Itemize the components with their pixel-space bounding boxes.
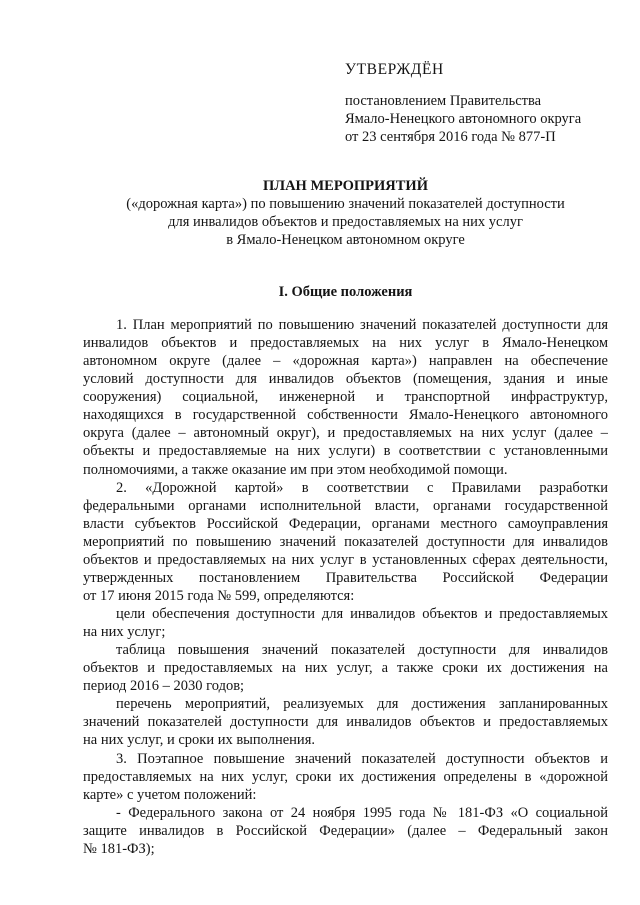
paragraph-line: полномочиями, а также оказание им при этом необходимой помощи. — [83, 461, 508, 478]
paragraph-1 — [83, 316, 608, 479]
paragraph-line: 3. Поэтапное повышение значений показателей доступности объектов и — [116, 750, 608, 767]
paragraph-line: предоставляемых на них услуг, сроки их достижения определены в «дорожной — [83, 768, 608, 785]
paragraph-line: период 2016 – 2030 годов; — [83, 678, 245, 695]
approval-block — [345, 61, 630, 146]
paragraph-2 — [83, 479, 608, 605]
paragraph-line: на них услуг; — [83, 624, 166, 641]
list-item-federal-law — [83, 804, 608, 858]
document-subtitle-line: для инвалидов объектов и предоставляемых на них услуг — [168, 214, 523, 230]
paragraph-line: 2. «Дорожной картой» в соответствии с Правилами разработки — [116, 479, 608, 496]
paragraph-line: условий доступности для инвалидов объектов (помещения, здания и иные — [83, 371, 608, 388]
approval-line: от 23 сентября 2016 года № 877-П — [345, 129, 556, 145]
paragraph-line: защите инвалидов в Российской Федерации» (далее – Федеральный закон — [83, 822, 608, 839]
paragraph-line: таблица повышения значений показателей доступности для инвалидов — [116, 642, 608, 659]
paragraph-line: перечень мероприятий, реализуемых для достижения запланированных — [116, 696, 608, 713]
paragraph-line: цели обеспечения доступности для инвалидов объектов и предоставляемых — [116, 606, 608, 622]
paragraph-line: объектов и предоставляемых на них услуг в установленных сферах деятельности, — [83, 551, 608, 568]
section-heading: I. Общие положения — [278, 284, 413, 300]
paragraph-line: мероприятий по повышению значений показателей доступности для инвалидов — [83, 533, 608, 550]
paragraph-line: - Федерального закона от 24 ноября 1995 года № 181-ФЗ «О социальной — [116, 804, 608, 821]
document-subtitle-line: в Ямало-Ненецком автономном округе — [226, 232, 465, 248]
paragraph-line: автономном округе (далее – «дорожная карта») направлен на обеспечение — [83, 353, 608, 370]
list-item-goals — [83, 605, 608, 641]
list-item-measures — [83, 695, 608, 749]
paragraph-line: на них услуг, и сроки их выполнения. — [83, 732, 315, 749]
paragraph-line: сооружения) социальной, инженерной и транспортной инфраструктур, — [83, 389, 608, 406]
approval-title: УТВЕРЖДЁН — [345, 61, 444, 78]
list-item-table — [83, 641, 608, 695]
paragraph-line: округа (далее – автономный округ), и предоставляемых на них услуг (далее – — [83, 425, 608, 442]
document-subtitle-line: («дорожная карта») по повышению значений показателей доступности — [126, 196, 565, 212]
paragraph-line: власти субъектов Российской Федерации, органами местного самоуправления — [83, 515, 608, 532]
paragraph-line: 1. План мероприятий по повышению значений показателей доступности для — [116, 317, 608, 333]
document-title: ПЛАН МЕРОПРИЯТИЙ — [263, 178, 428, 194]
paragraph-line: объекты и предоставляемые на них услуги) в соответствии с установленными — [83, 443, 608, 460]
paragraph-line: значений показателей доступности для инвалидов объектов и предоставляемых — [83, 714, 608, 731]
paragraph-line: федеральными органами исполнительной власти, органами государственной — [83, 497, 608, 514]
approval-line: Ямало-Ненецкого автономного округа — [345, 111, 582, 127]
paragraph-line: объектов и предоставляемых на них услуг, а также сроки их достижения на — [83, 660, 608, 677]
paragraph-line: от 17 июня 2015 года № 599, определяются: — [83, 587, 355, 604]
document-title-block — [83, 177, 608, 249]
section-body — [83, 316, 608, 858]
paragraph-3 — [83, 750, 608, 804]
paragraph-line: утвержденных постановлением Правительства Российской Федерации — [83, 569, 608, 586]
paragraph-line: находящихся в государственной собственности Ямало-Ненецкого автономного — [83, 407, 608, 424]
paragraph-line: инвалидов объектов и предоставляемых на них услуг в Ямало-Ненецком — [83, 335, 608, 352]
paragraph-line: № 181-ФЗ); — [83, 840, 155, 857]
paragraph-line: карте» с учетом положений: — [83, 786, 257, 803]
approval-line: постановлением Правительства — [345, 93, 542, 109]
